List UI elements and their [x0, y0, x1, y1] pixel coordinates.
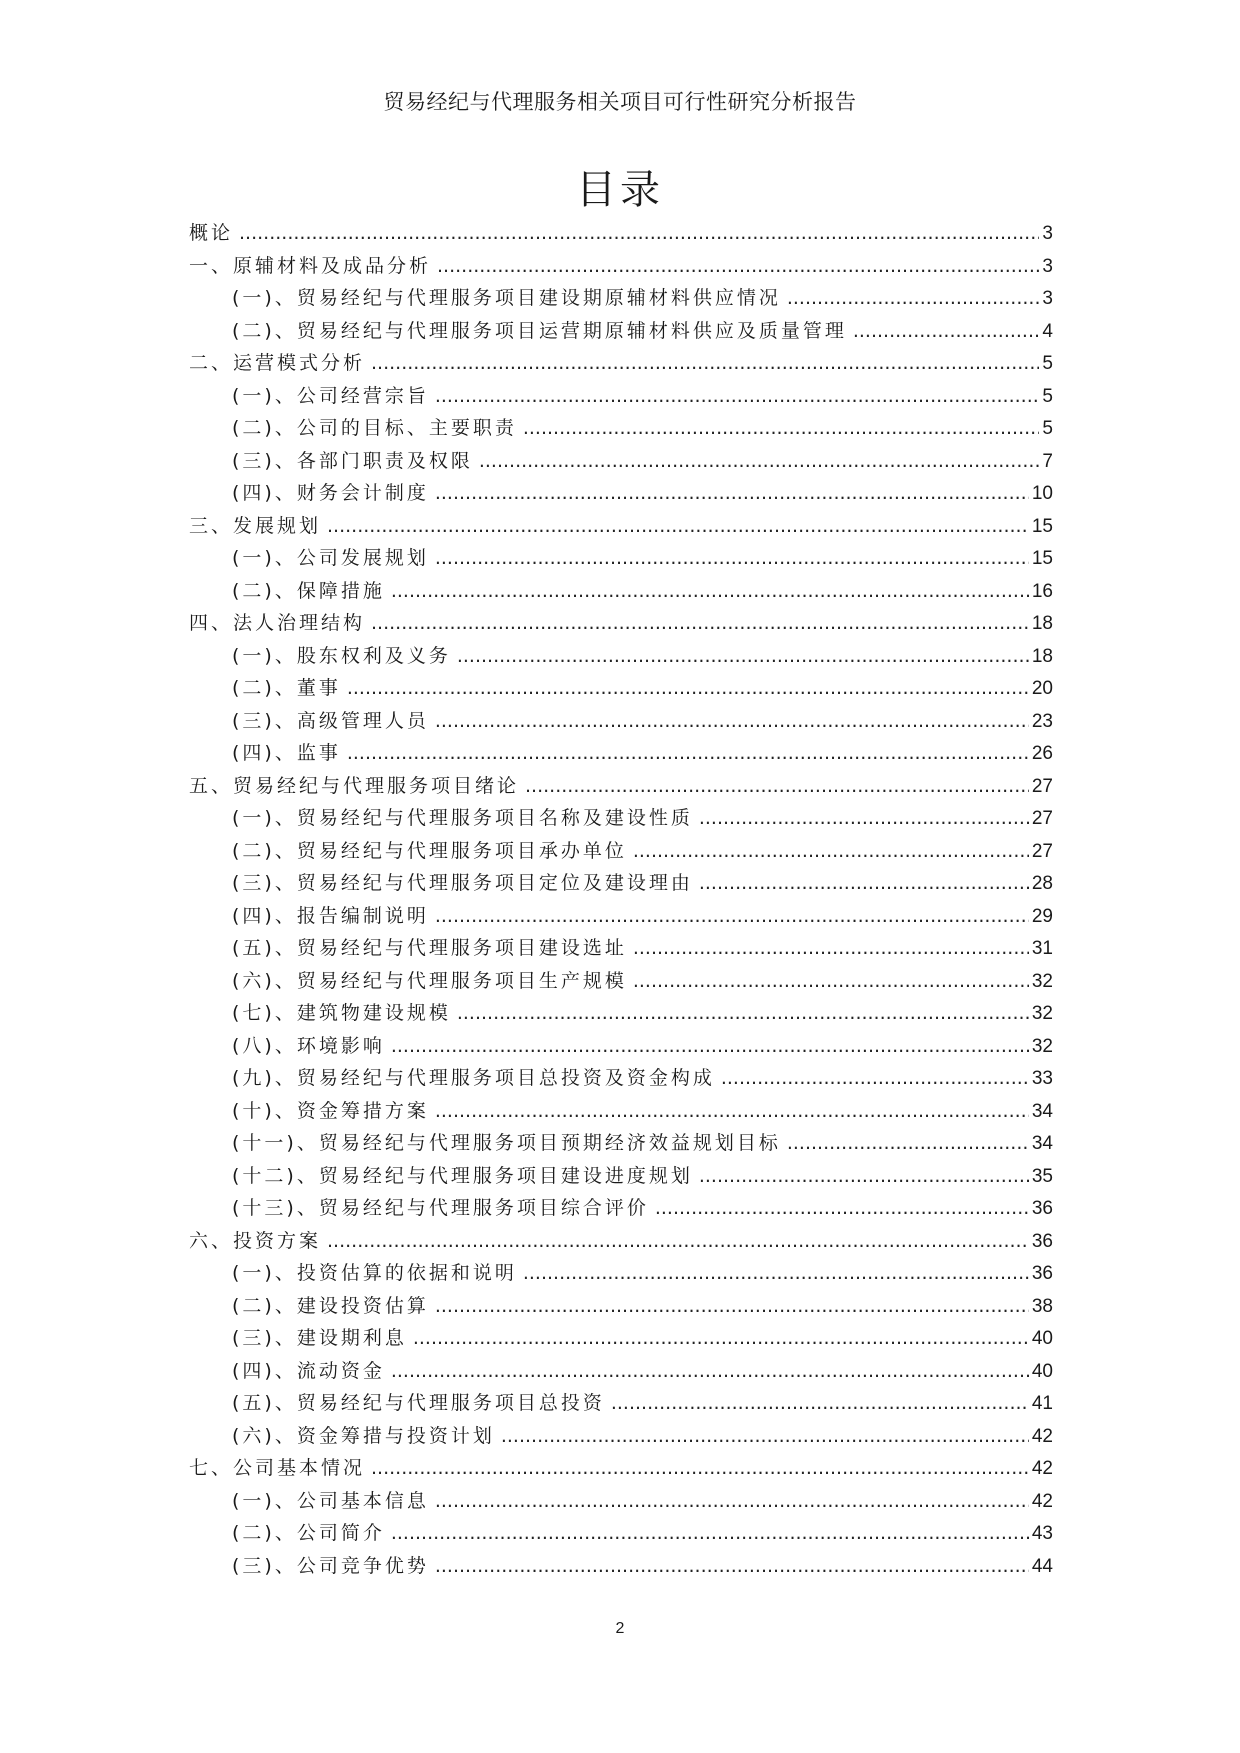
- toc-entry-page-number: 5: [1042, 418, 1053, 439]
- toc-entry[interactable]: [189, 1063, 1053, 1096]
- toc-entry-label: (一)、投资估算的依据和说明: [232, 1262, 517, 1284]
- dot-leader: [525, 775, 1029, 797]
- toc-entry[interactable]: [189, 543, 1053, 576]
- dot-leader: [391, 1360, 1029, 1382]
- dot-leader: [371, 612, 1029, 634]
- toc-entry[interactable]: [189, 1486, 1053, 1519]
- toc-entry[interactable]: [189, 316, 1053, 349]
- dot-leader: [435, 1555, 1029, 1577]
- toc-entry-page-number: 34: [1031, 1133, 1053, 1154]
- toc-entry-label: (二)、保障措施: [232, 579, 385, 602]
- dot-leader: [523, 417, 1040, 439]
- toc-entry-page-number: 5: [1042, 353, 1053, 374]
- toc-entry[interactable]: [189, 1421, 1053, 1454]
- toc-entry-page-number: 31: [1031, 938, 1053, 959]
- dot-leader: [327, 1230, 1029, 1252]
- toc-entry-page-number: 42: [1031, 1458, 1053, 1479]
- dot-leader: [437, 255, 1039, 277]
- toc-entry-page-number: 3: [1042, 255, 1053, 277]
- dot-leader: [371, 1457, 1029, 1479]
- dot-leader: [633, 937, 1029, 959]
- toc-entry-label: (四)、流动资金: [232, 1359, 385, 1382]
- toc-entry-page-number: 36: [1031, 1230, 1053, 1252]
- toc-entry-label: 七、公司基本情况: [189, 1457, 366, 1479]
- toc-entry-page-number: 29: [1031, 905, 1053, 927]
- toc-entry[interactable]: [189, 283, 1053, 316]
- toc-entry[interactable]: [189, 641, 1053, 674]
- toc-entry-page-number: 20: [1031, 678, 1053, 699]
- toc-entry-label: (八)、环境影响: [232, 1034, 385, 1057]
- dot-leader: [699, 872, 1029, 894]
- toc-entry-page-number: 3: [1042, 288, 1053, 309]
- toc-entry[interactable]: [189, 478, 1053, 511]
- dot-leader: [391, 1035, 1029, 1057]
- toc-entry-label: (四)、监事: [232, 742, 341, 764]
- toc-entry[interactable]: [189, 1226, 1053, 1259]
- toc-entry-label: (三)、贸易经纪与代理服务项目定位及建设理由: [232, 872, 693, 894]
- toc-entry-page-number: 40: [1031, 1360, 1053, 1382]
- toc-entry-label: (四)、报告编制说明: [232, 904, 429, 927]
- toc-entry[interactable]: [189, 1323, 1053, 1356]
- toc-entry[interactable]: [189, 868, 1053, 901]
- toc-entry-page-number: 15: [1031, 515, 1053, 537]
- toc-entry[interactable]: [189, 348, 1053, 381]
- toc-entry-page-number: 35: [1031, 1165, 1053, 1187]
- toc-entry-page-number: 38: [1031, 1295, 1053, 1317]
- toc-entry-page-number: 32: [1031, 970, 1053, 992]
- toc-entry-label: (六)、资金筹措与投资计划: [232, 1424, 495, 1447]
- toc-entry[interactable]: [189, 1388, 1053, 1421]
- toc-entry-page-number: 7: [1042, 450, 1053, 472]
- toc-entry-page-number: 44: [1031, 1555, 1053, 1577]
- toc-entry-label: 四、法人治理结构: [189, 612, 366, 634]
- toc-entry-page-number: 33: [1031, 1068, 1053, 1089]
- toc-entry-page-number: 23: [1031, 710, 1053, 732]
- toc-entry[interactable]: [189, 901, 1053, 934]
- toc-entry-page-number: 41: [1031, 1393, 1053, 1414]
- toc-entry[interactable]: [189, 673, 1053, 706]
- toc-entry-page-number: 42: [1031, 1425, 1053, 1447]
- dot-leader: [435, 1295, 1029, 1317]
- toc-entry-label: (一)、公司基本信息: [232, 1489, 429, 1512]
- dot-leader: [347, 677, 1029, 699]
- toc-entry[interactable]: [189, 738, 1053, 771]
- toc-entry-label: (九)、贸易经纪与代理服务项目总投资及资金构成: [232, 1067, 715, 1089]
- toc-entry[interactable]: [189, 1258, 1053, 1291]
- toc-entry-page-number: 32: [1031, 1003, 1053, 1024]
- toc-entry-page-number: 43: [1031, 1523, 1053, 1544]
- toc-entry-label: (六)、贸易经纪与代理服务项目生产规模: [232, 969, 627, 992]
- toc-entry[interactable]: [189, 836, 1053, 869]
- toc-entry[interactable]: [189, 966, 1053, 999]
- dot-leader: [655, 1197, 1029, 1219]
- toc-entry-label: (二)、董事: [232, 677, 341, 699]
- toc-entry-label: 一、原辅材料及成品分析: [189, 254, 432, 277]
- toc-entry-label: (三)、公司竞争优势: [232, 1554, 429, 1577]
- toc-entry-label: (十二)、贸易经纪与代理服务项目建设进度规划: [232, 1164, 693, 1187]
- toc-entry-label: (十三)、贸易经纪与代理服务项目综合评价: [232, 1197, 649, 1219]
- table-of-contents: [189, 218, 1053, 1583]
- toc-entry[interactable]: [189, 1356, 1053, 1389]
- toc-entry[interactable]: [189, 998, 1053, 1031]
- toc-entry-label: 二、运营模式分析: [189, 352, 366, 374]
- toc-entry-label: 三、发展规划: [189, 514, 322, 537]
- toc-entry-label: (七)、建筑物建设规模: [232, 1002, 451, 1024]
- page-number: 2: [615, 1620, 625, 1637]
- toc-entry-page-number: 36: [1031, 1263, 1053, 1284]
- toc-entry[interactable]: [189, 446, 1053, 479]
- toc-entry[interactable]: [189, 1291, 1053, 1324]
- dot-leader: [435, 1100, 1029, 1122]
- toc-entry-label: (三)、高级管理人员: [232, 709, 429, 732]
- toc-entry[interactable]: [189, 1096, 1053, 1129]
- toc-entry-page-number: 5: [1042, 385, 1053, 407]
- dot-leader: [853, 320, 1040, 342]
- toc-entry-label: (四)、财务会计制度: [232, 482, 429, 504]
- dot-leader: [435, 905, 1029, 927]
- toc-entry-label: (一)、贸易经纪与代理服务项目建设期原辅材料供应情况: [232, 287, 781, 309]
- toc-entry-page-number: 27: [1031, 840, 1053, 862]
- toc-entry[interactable]: [189, 1551, 1053, 1584]
- dot-leader: [435, 710, 1029, 732]
- dot-leader: [699, 1165, 1029, 1187]
- toc-entry-page-number: 15: [1031, 548, 1053, 569]
- toc-entry-label: (三)、建设期利息: [232, 1327, 407, 1349]
- dot-leader: [435, 482, 1029, 504]
- dot-leader: [413, 1327, 1029, 1349]
- dot-leader: [457, 645, 1029, 667]
- dot-leader: [787, 287, 1040, 309]
- dot-leader: [457, 1002, 1029, 1024]
- toc-entry-label: (二)、建设投资估算: [232, 1294, 429, 1317]
- dot-leader: [239, 222, 1039, 244]
- dot-leader: [347, 742, 1029, 764]
- toc-entry-page-number: 10: [1031, 483, 1053, 504]
- dot-leader: [633, 840, 1029, 862]
- toc-entry-page-number: 4: [1042, 320, 1053, 342]
- dot-leader: [371, 352, 1039, 374]
- toc-entry-label: (一)、公司经营宗旨: [232, 384, 429, 407]
- dot-leader: [699, 807, 1029, 829]
- toc-entry[interactable]: [189, 1453, 1053, 1486]
- toc-entry-label: (二)、公司简介: [232, 1522, 385, 1544]
- toc-entry-label: 五、贸易经纪与代理服务项目绪论: [189, 774, 520, 797]
- toc-entry-label: (三)、各部门职责及权限: [232, 449, 473, 472]
- toc-entry-label: (一)、股东权利及义务: [232, 644, 451, 667]
- toc-entry[interactable]: [189, 1128, 1053, 1161]
- dot-leader: [327, 515, 1029, 537]
- toc-entry-label: (五)、贸易经纪与代理服务项目建设选址: [232, 937, 627, 959]
- toc-entry[interactable]: [189, 1193, 1053, 1226]
- toc-entry-label: 六、投资方案: [189, 1229, 322, 1252]
- toc-entry-page-number: 27: [1031, 808, 1053, 829]
- toc-entry-label: (十一)、贸易经纪与代理服务项目预期经济效益规划目标: [232, 1132, 781, 1154]
- toc-entry-label: 概论: [189, 222, 234, 244]
- dot-leader: [501, 1425, 1029, 1447]
- toc-entry-page-number: 34: [1031, 1100, 1053, 1122]
- toc-entry-page-number: 36: [1031, 1198, 1053, 1219]
- toc-title: 目录: [576, 167, 664, 213]
- dot-leader: [435, 385, 1040, 407]
- toc-entry[interactable]: [189, 576, 1053, 609]
- toc-entry[interactable]: [189, 1518, 1053, 1551]
- toc-entry[interactable]: [189, 511, 1053, 544]
- toc-entry[interactable]: [189, 933, 1053, 966]
- toc-entry-page-number: 27: [1031, 775, 1053, 797]
- toc-entry[interactable]: [189, 608, 1053, 641]
- toc-entry-label: (一)、贸易经纪与代理服务项目名称及建设性质: [232, 807, 693, 829]
- dot-leader: [633, 970, 1029, 992]
- toc-entry[interactable]: [189, 803, 1053, 836]
- toc-entry[interactable]: [189, 218, 1053, 251]
- dot-leader: [435, 547, 1029, 569]
- dot-leader: [523, 1262, 1029, 1284]
- toc-entry-page-number: 26: [1031, 743, 1053, 764]
- toc-entry-label: (二)、贸易经纪与代理服务项目运营期原辅材料供应及质量管理: [232, 319, 847, 342]
- dot-leader: [391, 580, 1029, 602]
- dot-leader: [721, 1067, 1029, 1089]
- toc-entry-label: (五)、贸易经纪与代理服务项目总投资: [232, 1392, 605, 1414]
- toc-entry[interactable]: [189, 251, 1053, 284]
- dot-leader: [787, 1132, 1029, 1154]
- toc-entry-page-number: 3: [1042, 223, 1053, 244]
- toc-entry-page-number: 42: [1031, 1490, 1053, 1512]
- toc-entry-label: (二)、公司的目标、主要职责: [232, 417, 517, 439]
- toc-entry-page-number: 40: [1031, 1328, 1053, 1349]
- toc-entry-label: (十)、资金筹措方案: [232, 1099, 429, 1122]
- toc-entry[interactable]: [189, 771, 1053, 804]
- toc-entry[interactable]: [189, 413, 1053, 446]
- toc-entry-page-number: 28: [1031, 873, 1053, 894]
- dot-leader: [479, 450, 1040, 472]
- dot-leader: [435, 1490, 1029, 1512]
- toc-entry-label: (一)、公司发展规划: [232, 547, 429, 569]
- running-header: 贸易经纪与代理服务相关项目可行性研究分析报告: [383, 90, 857, 114]
- toc-entry-page-number: 18: [1031, 645, 1053, 667]
- toc-entry-page-number: 32: [1031, 1035, 1053, 1057]
- toc-entry[interactable]: [189, 1161, 1053, 1194]
- toc-entry[interactable]: [189, 706, 1053, 739]
- toc-entry[interactable]: [189, 1031, 1053, 1064]
- dot-leader: [611, 1392, 1029, 1414]
- toc-entry[interactable]: [189, 381, 1053, 414]
- dot-leader: [391, 1522, 1029, 1544]
- toc-entry-label: (二)、贸易经纪与代理服务项目承办单位: [232, 839, 627, 862]
- toc-entry-page-number: 16: [1031, 580, 1053, 602]
- toc-entry-page-number: 18: [1031, 613, 1053, 634]
